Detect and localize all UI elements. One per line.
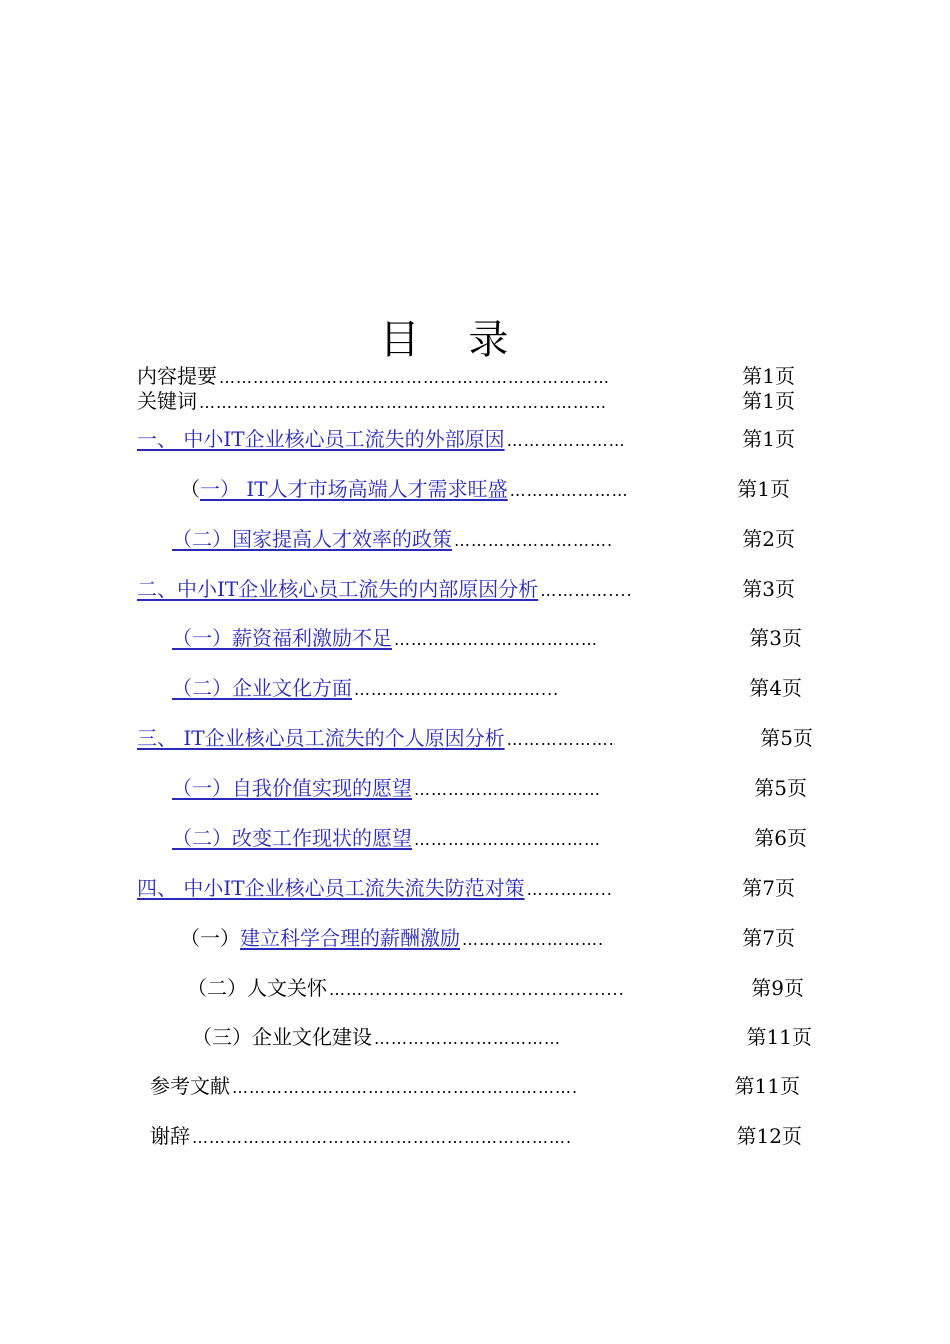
toc-entry-link[interactable]: 一） IT人才市场高端人才需求旺盛 [200, 477, 508, 501]
toc-entry-link[interactable]: 建立科学合理的薪酬激励 [240, 926, 460, 950]
toc-entry-link[interactable]: （一）薪资福利激励不足 [172, 626, 392, 650]
toc-entry-section-4-2 [187, 973, 804, 1003]
toc-entry-prefix: 谢辞 [150, 1124, 190, 1148]
toc-entry-link[interactable]: 一、 中小IT企业核心员工流失的外部原因 [137, 427, 505, 451]
toc-entry-prefix: （一） [180, 926, 240, 950]
toc-page-number: 第3页 [749, 626, 802, 650]
toc-entry-section-2-2[interactable] [172, 673, 802, 703]
toc-entry-section-4-1[interactable] [180, 923, 795, 953]
toc-page-number: 第1页 [737, 477, 790, 501]
toc-entry-link[interactable]: 三、 IT企业核心员工流失的个人原因分析 [137, 726, 505, 750]
dot-leader: …………………………… [414, 830, 601, 849]
toc-entry-acknowledgements [150, 1121, 802, 1151]
dot-leader: …………... [526, 880, 613, 899]
dot-leader: …………………………… [374, 1029, 561, 1048]
toc-page-number: 第7页 [742, 876, 795, 900]
toc-entry-section-4[interactable] [137, 873, 795, 903]
toc-entry-prefix: 参考文献 [150, 1074, 230, 1098]
toc-page-number: 第5页 [754, 776, 807, 800]
toc-entry-link[interactable]: 二、中小IT企业核心员工流失的内部原因分析 [137, 577, 539, 601]
dot-leader: ………………… [509, 481, 629, 500]
toc-page-number: 第12页 [736, 1124, 802, 1148]
dot-leader: ………………… [506, 431, 626, 450]
toc-entry-section-3-2[interactable] [172, 823, 807, 853]
toc-entry-section-2-1[interactable] [172, 623, 802, 653]
toc-entry-section-1-1[interactable] [180, 474, 790, 504]
toc-entry-section-4-3 [192, 1022, 812, 1052]
toc-entry-abstract [137, 364, 795, 389]
dot-leader: ……………………………... [354, 680, 560, 699]
toc-entry-link[interactable]: （二）改变工作现状的愿望 [172, 826, 412, 850]
toc-entry-link[interactable]: （一）自我价值实现的愿望 [172, 776, 412, 800]
toc-entry-link[interactable]: 四、 中小IT企业核心员工流失流失防范对策 [137, 876, 525, 900]
toc-page-number: 第7页 [742, 926, 795, 950]
toc-entry-label: 内容提要 [137, 364, 217, 388]
toc-entry-prefix: （三）企业文化建设 [192, 1025, 372, 1049]
toc-page-number: 第1页 [742, 389, 795, 413]
toc-page-number: 第5页 [760, 726, 813, 750]
dot-leader: ……………………………… [394, 630, 598, 649]
toc-title: 目 录 [379, 317, 527, 363]
toc-entry-section-1[interactable] [137, 424, 795, 454]
toc-entry-link[interactable]: （二）国家提高人才效率的政策 [172, 527, 452, 551]
toc-entry-section-3[interactable] [137, 723, 813, 753]
toc-page-number: 第11页 [746, 1025, 812, 1049]
toc-entry-section-2[interactable] [137, 574, 795, 604]
toc-page-number: 第2页 [742, 527, 795, 551]
toc-entry-keywords [137, 389, 795, 414]
toc-entry-link[interactable]: （二）企业文化方面 [172, 676, 352, 700]
toc-page-number: 第9页 [751, 976, 804, 1000]
dot-leader: ……………………………………………………. [232, 1078, 579, 1097]
toc-page-number: 第6页 [754, 826, 807, 850]
toc-entry-prefix: （ [180, 477, 200, 501]
dot-leader: ………….... [540, 581, 633, 600]
toc-entry-section-1-2[interactable] [172, 524, 795, 554]
toc-page-number: 第3页 [742, 577, 795, 601]
dot-leader: …………………………… [414, 780, 601, 799]
toc-entry-label: 关键词 [137, 389, 197, 413]
dot-leader: ……………………………………………………………… [199, 393, 607, 412]
toc-entry-prefix: （二）人文关怀 [187, 976, 327, 1000]
dot-leader: ………………………. [454, 531, 614, 550]
toc-page-number: 第4页 [749, 676, 802, 700]
toc-entry-references [150, 1071, 800, 1101]
dot-leader: ……........................................... [329, 980, 625, 999]
toc-page-number: 第1页 [742, 427, 795, 451]
toc-page-number: 第1页 [742, 364, 795, 388]
dot-leader: ………………. [506, 730, 615, 749]
toc-entry-section-3-1[interactable] [172, 773, 807, 803]
toc-page-number: 第11页 [734, 1074, 800, 1098]
dot-leader: …………………………………………………………… [219, 368, 610, 387]
dot-leader: ……………………. [462, 930, 605, 949]
dot-leader: …………………………………………………………. [192, 1128, 573, 1147]
